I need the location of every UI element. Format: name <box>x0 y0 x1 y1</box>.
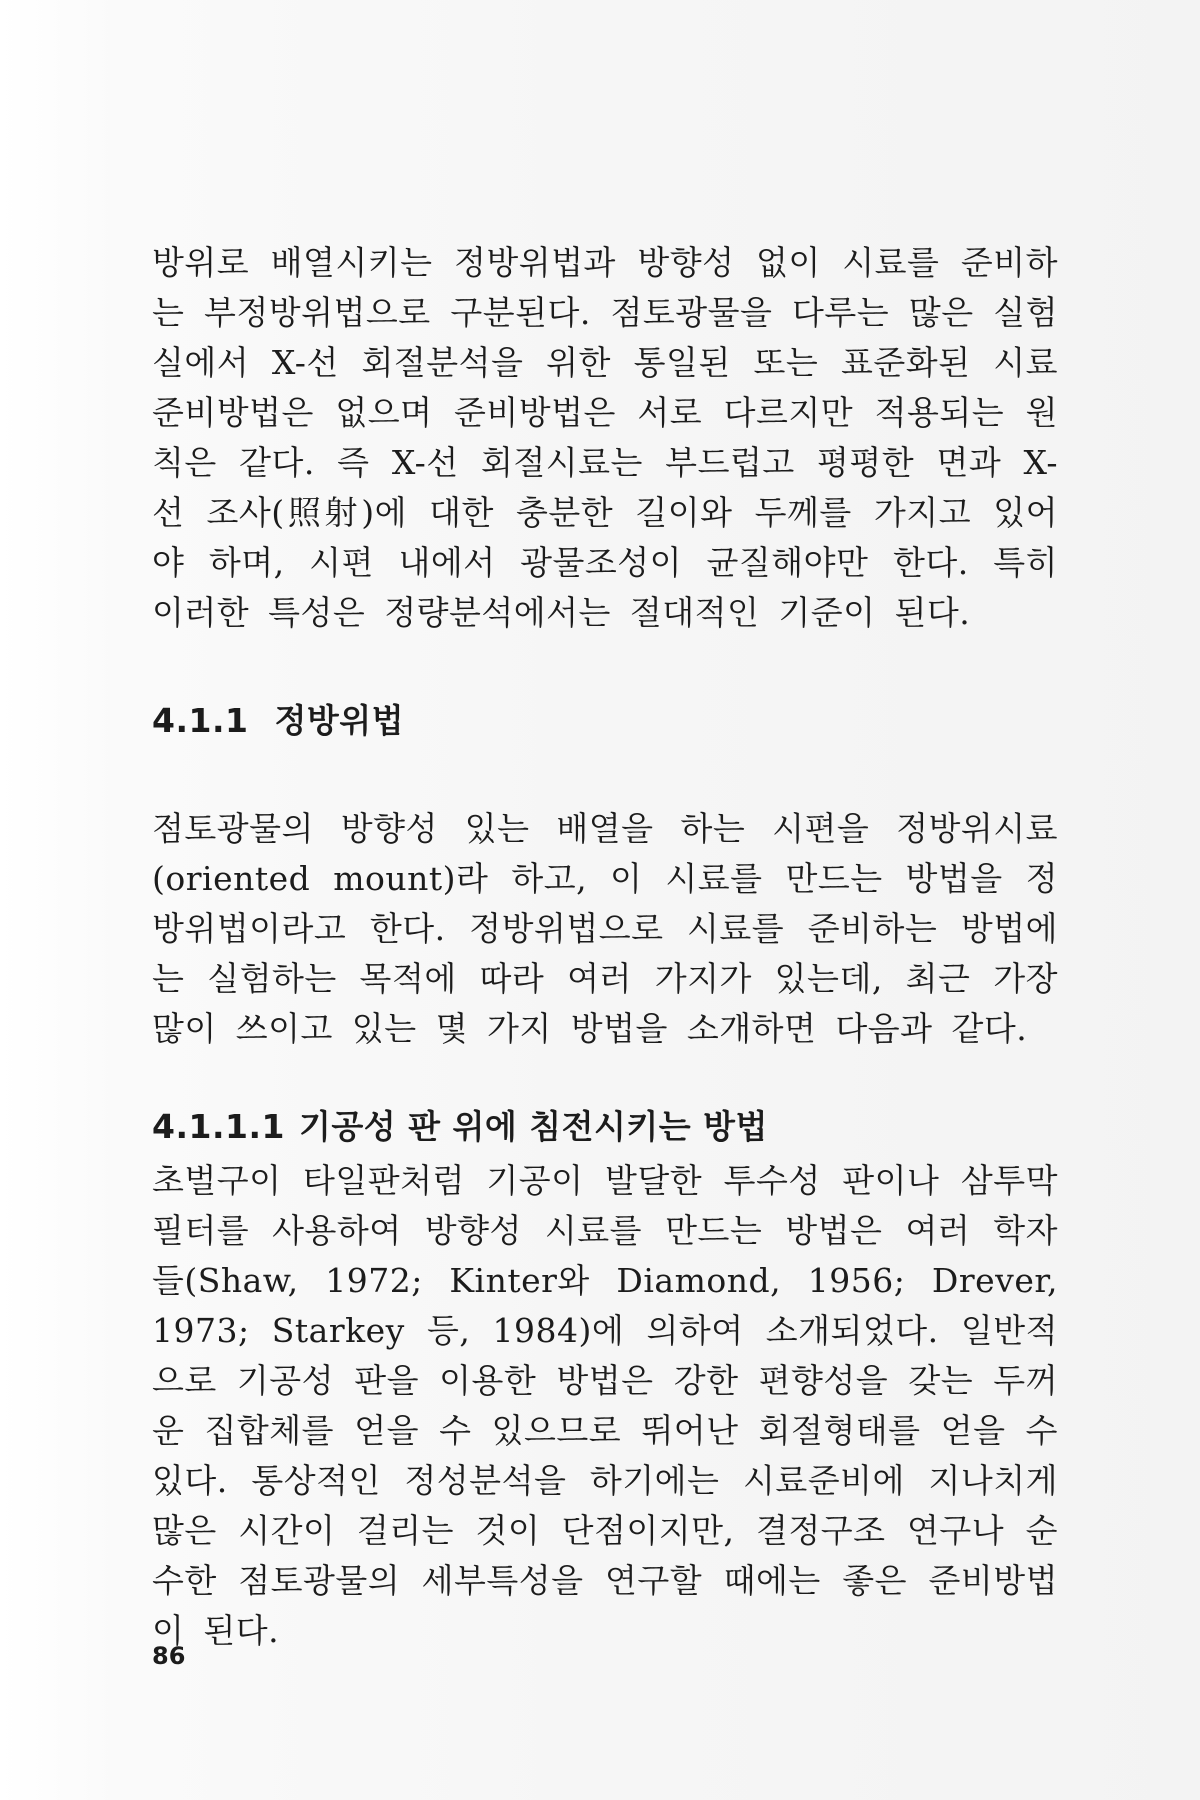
subsection-number: 4.1.1.1 <box>152 1107 285 1146</box>
section-title: 정방위법 <box>274 701 404 740</box>
subsection-title: 기공성 판 위에 침전시키는 방법 <box>298 1107 768 1146</box>
page-content <box>152 238 1058 1656</box>
paragraph-intro: 방위로 배열시키는 정방위법과 방향성 없이 시료를 준비하는 부정방위법으로 구분된다. 점토광물을 다루는 많은 실험실에서 X-선 회절분석을 위한 통일된 또는 표준화된 시료준비방법은 없으며 준비방법은 서로 다르지만 적용되는 원칙은 같다. 즉 X-선 회절시료는 부드럽고 평평한 면과 X-선 조사(照射)에 대한 충분한 길이와 두께를 가지고 있어야 하며, 시편 내에서 광물조성이 균질해야만 한다. 특히 이러한 특성은 정량분석에서는 절대적인 기준이 된다. <box>152 243 1058 632</box>
paragraph-oriented-mount: 점토광물의 방향성 있는 배열을 하는 시편을 정방위시료(oriented mount)라 하고, 이 시료를 만드는 방법을 정방위법이라고 한다. 정방위법으로 시료를 준비하는 방법에는 실험하는 목적에 따라 여러 가지가 있는데, 최근 가장 많이 쓰이고 있는 몇 가지 방법을 소개하면 다음과 같다. <box>152 809 1058 1048</box>
page-number: 86 <box>152 1642 186 1670</box>
section-heading-4-1-1 <box>152 696 1058 746</box>
paragraph-porous-plate: 초벌구이 타일판처럼 기공이 발달한 투수성 판이나 삼투막 필터를 사용하여 방향성 시료를 만드는 방법은 여러 학자들(Shaw, 1972; Kinter와 Diamond, 1956; Drever, 1973; Starkey 등, 1984)에 의하여 소개되었다. 일반적으로 기공성 판을 이용한 방법은 강한 편향성을 갖는 두꺼운 집합체를 얻을 수 있으므로 뛰어난 회절형태를 얻을 수 있다. 통상적인 정성분석을 하기에는 시료준비에 지나치게 많은 시간이 걸리는 것이 단점이지만, 결정구조 연구나 순수한 점토광물의 세부특성을 연구할 때에는 좋은 준비방법이 된다. <box>152 1161 1058 1650</box>
section-number: 4.1.1 <box>152 701 249 740</box>
subsection-heading-4-1-1-1 <box>152 1102 1058 1152</box>
